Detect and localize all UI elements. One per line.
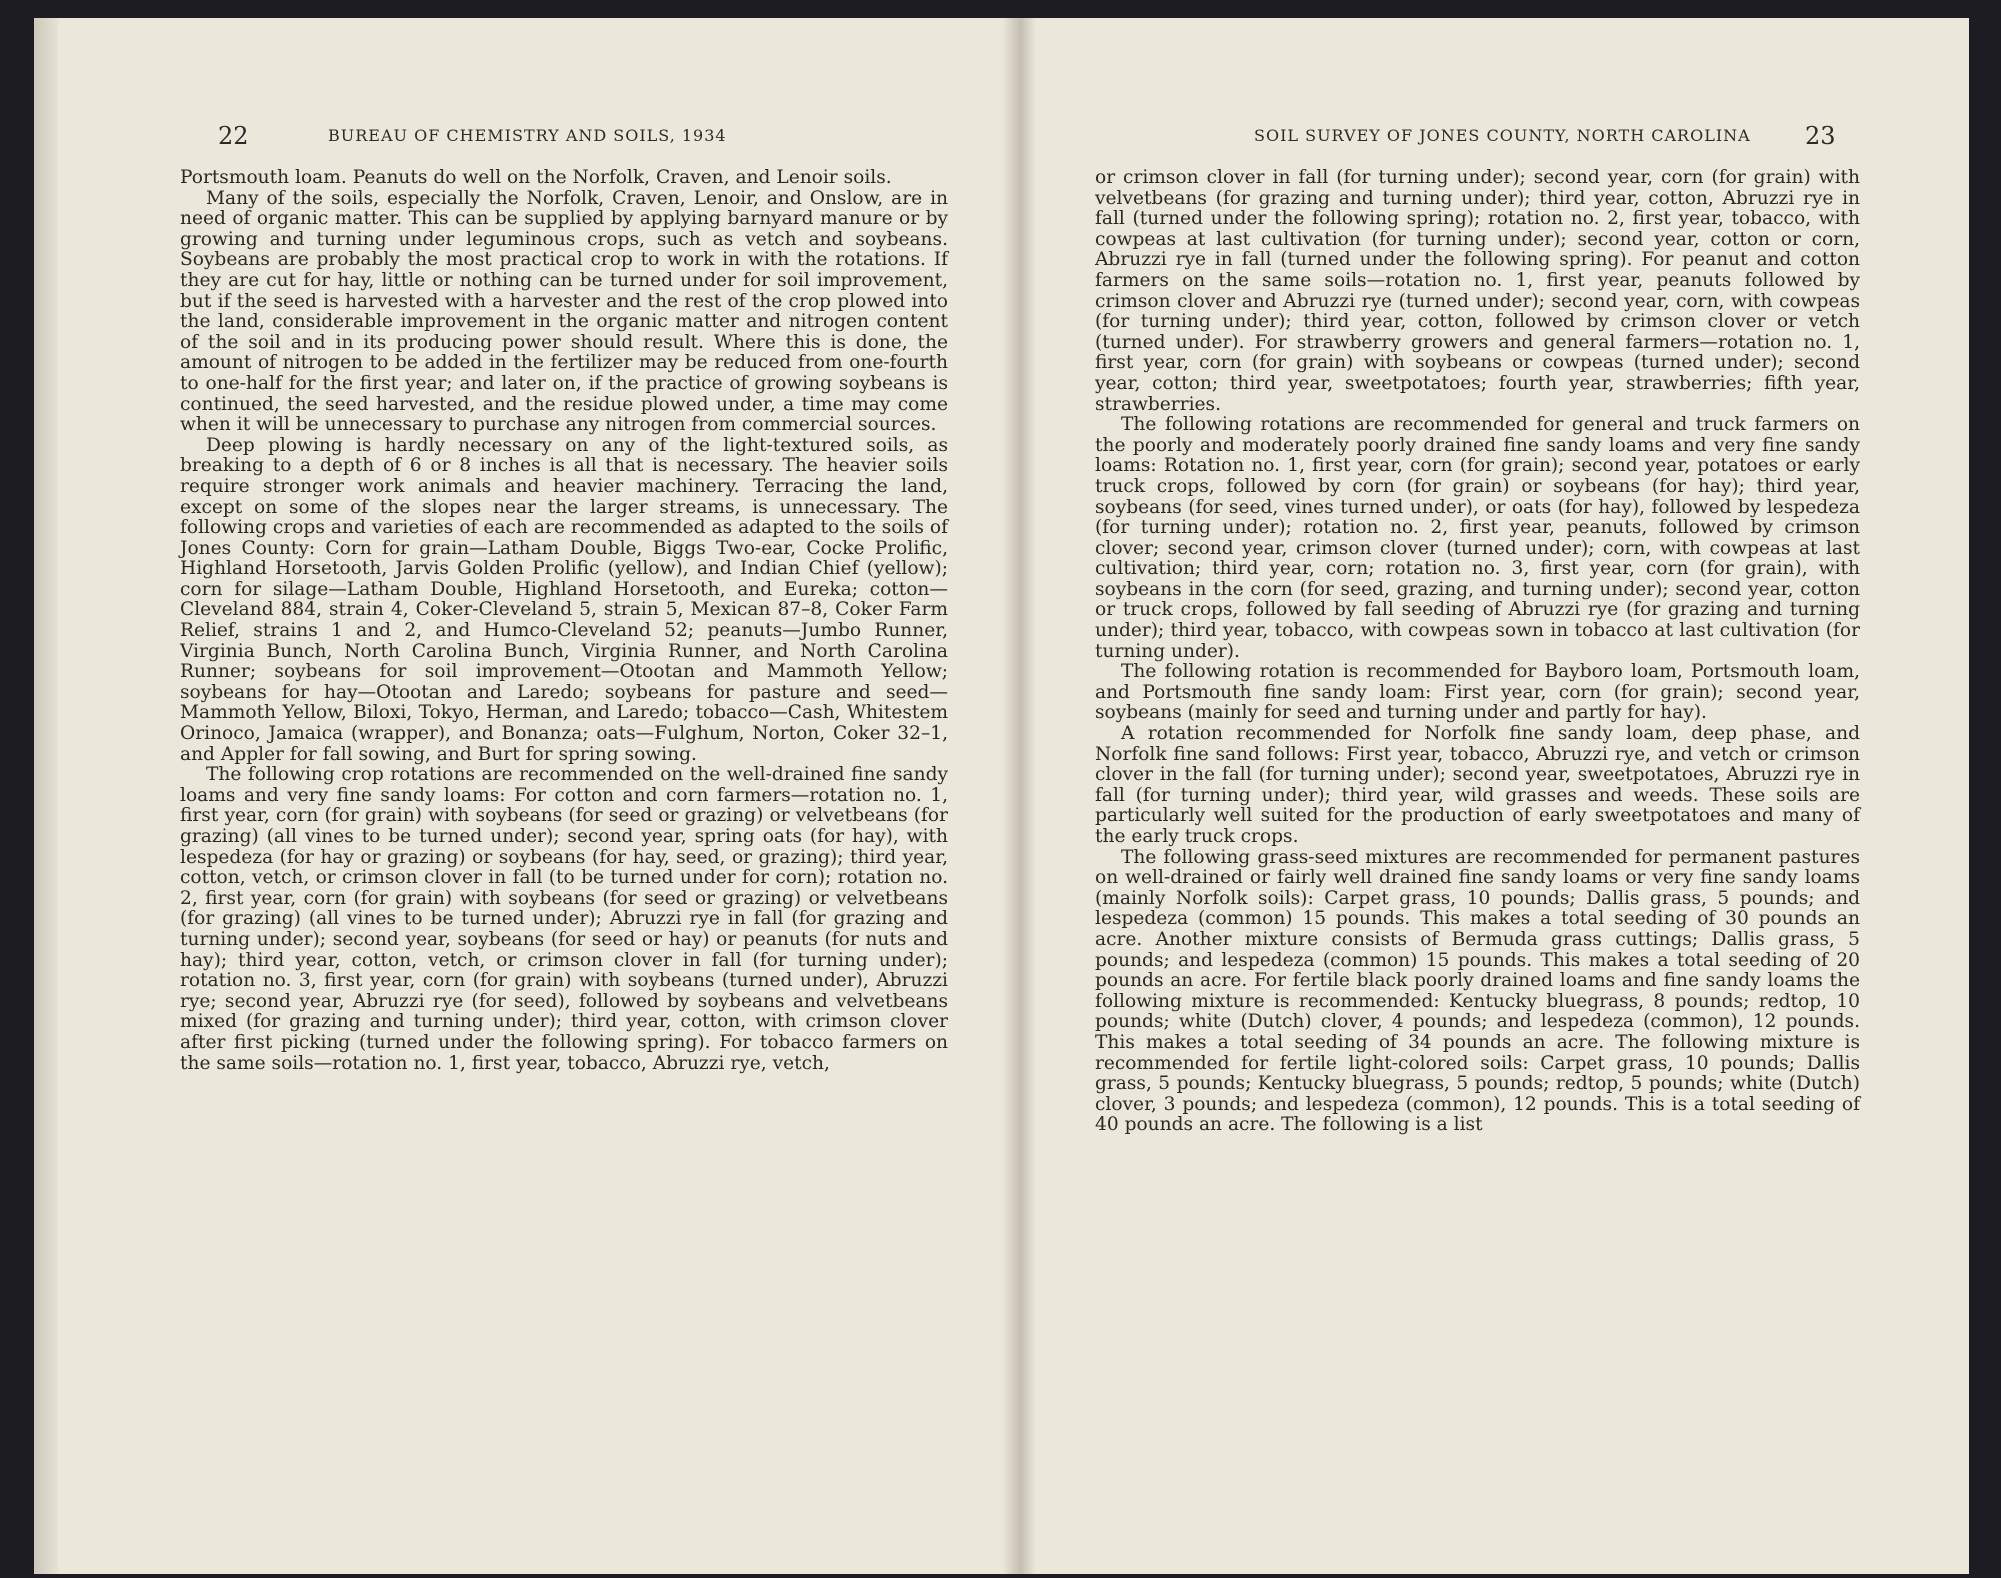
book-spread (34, 18, 1969, 1574)
paragraph: The following crop rotations are recommended on the well-drained fine sandy loams and very fine sandy loams: For cotton and corn farmers—rotation no. 1, first year, corn (for grain) with soybeans (for seed or grazing) or velvetbeans (for grazing) (all vines to be turned under); second year, spring oats (for hay), with lespedeza (for hay or grazing) or soybeans (for hay, seed, or grazing); third year, cotton, vetch, or crimson clover in fall (to be turned under for corn); rotation no. 2, first year, corn (for grain) with soybeans (for seed or grazing) or velvetbeans (for grazing) (all vines to be turned under); Abruzzi rye in fall (for grazing and turning under); second year, soybeans (for seed or hay) or peanuts (for nuts and hay); third year, cotton, vetch, or crimson clover in fall (for turning under); rotation no. 3, first year, corn (for grain) with soybeans (turned under), Abruzzi rye; second year, Abruzzi rye (for seed), followed by soybeans and velvetbeans mixed (for grazing and turning under); third year, cotton, with crimson clover after first picking (turned under the following spring). For tobacco farmers on the same soils—rotation no. 1, first year, tobacco, Abruzzi rye, vetch, (180, 764, 948, 1074)
running-head: BUREAU OF CHEMISTRY AND SOILS, 1934 (328, 126, 727, 145)
paragraph: Deep plowing is hardly necessary on any of the light-textured soils, as breaking to a depth of 6 or 8 inches is all that is necessary. The heavier soils require stronger work animals and heavier machinery. Terracing the land, except on some of the slopes near the larger streams, is unnecessary. The following crops and varieties of each are recommended as adapted to the soils of Jones County: Corn for grain—Latham Double, Biggs Two-ear, Cocke Prolific, Highland Horsetooth, Jarvis Golden Prolific (yellow), and Indian Chief (yellow); corn for silage—Latham Double, Highland Horsetooth, and Eureka; cotton—Cleveland 884, strain 4, Coker-Cleveland 5, strain 5, Mexican 87–8, Coker Farm Relief, strains 1 and 2, and Humco-Cleveland 52; peanuts—Jumbo Runner, Virginia Bunch, North Carolina Bunch, Virginia Runner, and North Carolina Runner; soybeans for soil improvement—Otootan and Mammoth Yellow; soybeans for hay—Otootan and Laredo; soybeans for pasture and seed—Mammoth Yellow, Biloxi, Tokyo, Herman, and Laredo; tobacco—Cash, Whitestem Orinoco, Jamaica (wrapper), and Bonanza; oats—Fulghum, Norton, Coker 32–1, and Appler for fall sowing, and Burt for spring sowing. (180, 434, 948, 765)
paragraph: or crimson clover in fall (for turning under); second year, corn (for grain) with velvetbeans (for grazing and turning under); third year, cotton, Abruzzi rye in fall (turned under the following spring); rotation no. 2, first year, tobacco, with cowpeas at last cultivation (for turning under); second year, cotton or corn, Abruzzi rye in fall (turned under the following spring). For peanut and cotton farmers on the same soils—rotation no. 1, first year, peanuts followed by crimson clover and Abruzzi rye (turned under); second year, corn, with cowpeas (for turning under); third year, cotton, followed by crimson clover or vetch (turned under). For strawberry growers and general farmers—rotation no. 1, first year, corn (for grain) with soybeans or cowpeas (turned under); second year, cotton; third year, sweetpotatoes; fourth year, strawberries; fifth year, strawberries. (1095, 167, 1860, 415)
paragraph: The following rotations are recommended for general and truck farmers on the poorly and moderately poorly drained fine sandy loams and very fine sandy loams: Rotation no. 1, first year, corn (for grain); second year, potatoes or early truck crops, followed by corn (for grain) or soybeans (for hay); third year, soybeans (for seed, vines turned under), or oats (for hay), followed by lespedeza (for turning under); rotation no. 2, first year, peanuts, followed by crimson clover; second year, crimson clover (turned under); corn, with cowpeas at last cultivation; third year, corn; rotation no. 3, first year, corn (for grain), with soybeans in the corn (for seed, grazing, and turning under); second year, cotton or truck crops, followed by fall seeding of Abruzzi rye (for grazing and turning under); third year, tobacco, with cowpeas sown in tobacco at last cultivation (for turning under). (1095, 414, 1860, 662)
paragraph: The following rotation is recommended for Bayboro loam, Portsmouth loam, and Portsmouth fine sandy loam: First year, corn (for grain); second year, soybeans (mainly for seed and turning under and partly for hay). (1095, 661, 1860, 724)
paragraph: Many of the soils, especially the Norfolk, Craven, Lenoir, and Onslow, are in need of organic matter. This can be supplied by applying barnyard manure or by growing and turning under leguminous crops, such as vetch and soybeans. Soybeans are probably the most practical crop to work in with the rotations. If they are cut for hay, little or nothing can be turned under for soil improvement, but if the seed is harvested with a harvester and the rest of the crop plowed into the land, considerable improvement in the organic matter and nitrogen content of the soil and in its producing power should result. Where this is done, the amount of nitrogen to be added in the fertilizer may be reduced from one-fourth to one-half for the first year; and later on, if the practice of growing soybeans is continued, the seed harvested, and the residue plowed under, a time may come when it will be unnecessary to purchase any nitrogen from commercial sources. (180, 187, 948, 436)
paragraph: A rotation recommended for Norfolk fine sandy loam, deep phase, and Norfolk fine sand follows: First year, tobacco, Abruzzi rye, and vetch or crimson clover in the fall (for turning under); second year, sweetpotatoes, Abruzzi rye in fall (for turning under); third year, wild grasses and weeds. These soils are particularly well suited for the production of early sweetpotatoes and many of the early truck crops. (1095, 723, 1860, 847)
paragraph: Portsmouth loam. Peanuts do well on the Norfolk, Craven, and Lenoir soils. (180, 167, 892, 188)
right-page (1019, 18, 1969, 1574)
paragraph: The following grass-seed mixtures are recommended for permanent pastures on well-drained or fairly well drained fine sandy loams or very fine sandy loams (mainly Norfolk soils): Carpet grass, 10 pounds; Dallis grass, 5 pounds; and lespedeza (common) 15 pounds. This makes a total seeding of 30 pounds an acre. Another mixture consists of Bermuda grass cuttings; Dallis grass, 5 pounds; and lespedeza (common) 15 pounds. This makes a total seeding of 20 pounds an acre. For fertile black poorly drained loams and fine sandy loams the following mixture is recommended: Kentucky bluegrass, 8 pounds; redtop, 10 pounds; white (Dutch) clover, 4 pounds; and lespedeza (common), 12 pounds. This makes a total seeding of 34 pounds an acre. The following mixture is recommended for fertile light-colored soils: Carpet grass, 10 pounds; Dallis grass, 5 pounds; Kentucky bluegrass, 5 pounds; redtop, 5 pounds; white (Dutch) clover, 3 pounds; and lespedeza (common), 12 pounds. This is a total seeding of 40 pounds an acre. The following is a list (1095, 846, 1860, 1136)
left-page (34, 18, 1020, 1574)
page-stack-edge (34, 18, 58, 1574)
body-text (1095, 168, 1860, 1136)
book-gutter (1002, 18, 1036, 1574)
page-number: 23 (1805, 122, 1836, 150)
body-text (180, 168, 948, 1074)
page-number: 22 (218, 122, 249, 150)
running-head: SOIL SURVEY OF JONES COUNTY, NORTH CAROLINA (1254, 126, 1751, 145)
